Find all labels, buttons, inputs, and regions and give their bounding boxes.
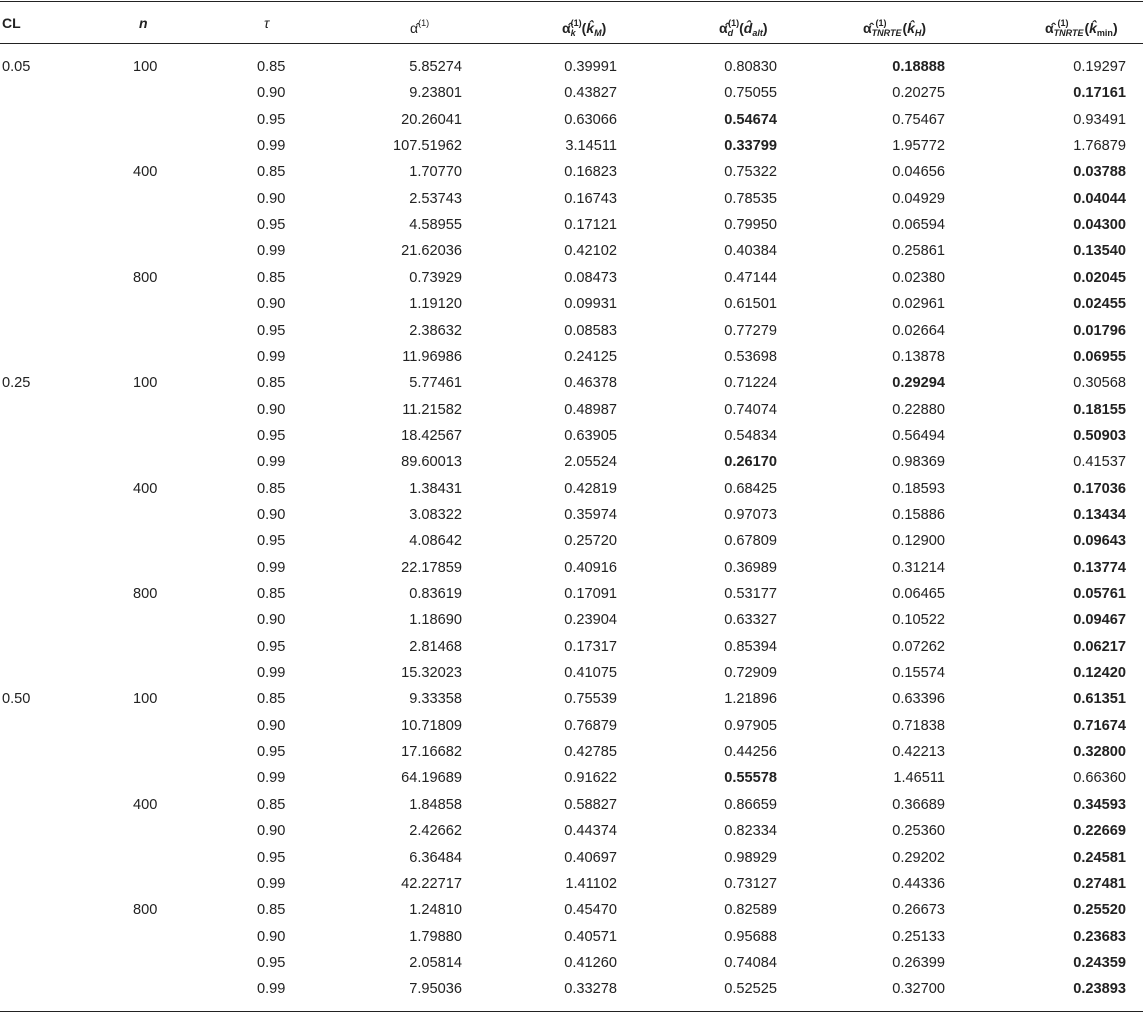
cell-a1: 1.24810: [409, 902, 462, 919]
cell-ak: 0.16743: [564, 190, 617, 207]
cell-ak: 0.08473: [564, 269, 617, 286]
cell-tau: 0.95: [257, 638, 286, 655]
cell-a1: 18.42567: [401, 427, 462, 444]
cell-at: 0.07262: [892, 638, 945, 655]
cell-ad: 0.78535: [724, 190, 777, 207]
cell-a1: 6.36484: [409, 849, 462, 866]
cell-a1: 11.96986: [402, 348, 462, 365]
table-row: [0, 370, 1143, 396]
cell-ak: 0.43827: [564, 85, 617, 102]
cell-tau: 0.90: [257, 506, 286, 523]
header-rule: [0, 43, 1143, 44]
cell-a1: 4.08642: [409, 533, 462, 550]
cell-ad: 0.74074: [724, 401, 777, 418]
table-row: [0, 845, 1143, 871]
cell-at: 0.02380: [892, 269, 945, 286]
cell-ad: 0.54674: [724, 111, 777, 128]
cell-am: 0.09643: [1073, 533, 1126, 550]
table-row: [0, 212, 1143, 238]
cell-am: 0.02455: [1073, 296, 1126, 313]
cell-am: 0.12420: [1073, 665, 1126, 682]
cell-ak: 3.14511: [565, 138, 617, 155]
cell-tau: 0.95: [257, 533, 286, 550]
cell-at: 0.06594: [892, 217, 945, 234]
cell-tau: 0.99: [257, 981, 286, 998]
cell-a1: 2.05814: [409, 954, 462, 971]
cell-tau: 0.85: [257, 269, 286, 286]
cell-tau: 0.90: [257, 85, 286, 102]
cell-tau: 0.99: [257, 454, 286, 471]
cell-ak: 0.40697: [564, 849, 617, 866]
cell-a1: 1.70770: [409, 164, 462, 181]
cell-tau: 0.95: [257, 217, 286, 234]
table-row: [0, 159, 1143, 185]
header-alpha-d: $\alphâ_d^{(1)}(d̂_{alt})$: [719, 18, 768, 38]
cell-at: 0.10522: [892, 612, 945, 629]
bottom-rule: [0, 1011, 1143, 1012]
cell-a1: 1.84858: [409, 796, 462, 813]
cell-am: 0.71674: [1073, 717, 1126, 734]
cell-at: 0.02961: [892, 296, 945, 313]
cell-am: 0.32800: [1073, 744, 1126, 761]
cell-tau: 0.85: [257, 480, 286, 497]
table-row: [0, 792, 1143, 818]
cell-at: 0.18888: [892, 59, 945, 75]
cell-at: 0.29202: [892, 849, 945, 866]
cell-at: 0.20275: [892, 85, 945, 102]
cell-at: 0.26673: [892, 902, 945, 919]
header-cl: CL: [2, 15, 21, 31]
cell-a1: 1.38431: [409, 480, 462, 497]
cell-ad: 0.61501: [724, 296, 777, 313]
table-row: [0, 107, 1143, 133]
cell-n: 400: [133, 164, 158, 181]
cell-am: 0.13540: [1073, 243, 1126, 260]
cell-tau: 0.90: [257, 190, 286, 207]
table-row: [0, 739, 1143, 765]
cell-n: 400: [133, 480, 158, 497]
cell-am: 0.13774: [1073, 559, 1126, 576]
cell-a1: 2.53743: [409, 190, 462, 207]
cell-tau: 0.95: [257, 954, 286, 971]
cell-am: 0.05761: [1073, 586, 1126, 602]
header-alpha-tnrte-min: $\alphâ_{TNRTE}^{(1)}$ $(k̂_{min})$: [1045, 18, 1118, 38]
cell-am: 0.24359: [1073, 954, 1126, 971]
cell-ad: 0.82589: [724, 902, 777, 919]
cell-at: 0.36689: [892, 796, 945, 813]
cell-ad: 0.44256: [724, 744, 777, 761]
cell-a1: 17.16682: [401, 744, 462, 761]
cell-am: 0.23893: [1073, 981, 1126, 998]
table-row: [0, 449, 1143, 475]
table-row: [0, 291, 1143, 317]
cell-tau: 0.99: [257, 559, 286, 576]
cell-at: 0.75467: [892, 111, 945, 128]
cell-am: 0.19297: [1073, 59, 1126, 75]
cell-ak: 0.41075: [564, 665, 617, 682]
cell-ad: 0.98929: [724, 849, 777, 866]
cell-at: 0.12900: [892, 533, 945, 550]
cell-ak: 0.46378: [564, 375, 617, 392]
cell-tau: 0.85: [257, 164, 286, 181]
cell-ak: 0.40571: [564, 928, 617, 945]
cell-at: 0.31214: [892, 559, 945, 576]
cell-tau: 0.90: [257, 928, 286, 945]
cell-a1: 22.17859: [401, 559, 462, 576]
cell-ad: 0.54834: [724, 427, 777, 444]
cell-ak: 0.40916: [564, 559, 617, 576]
cell-a1: 11.21582: [402, 401, 462, 418]
cell-at: 0.56494: [892, 427, 945, 444]
cell-a1: 0.73929: [409, 269, 462, 286]
cell-am: 0.03788: [1073, 164, 1126, 181]
table-row: [0, 765, 1143, 791]
cell-at: 1.95772: [892, 138, 945, 155]
cell-a1: 5.85274: [409, 59, 462, 75]
cell-at: 0.13878: [892, 348, 945, 365]
cell-n: 800: [133, 586, 158, 602]
cell-a1: 89.60013: [401, 454, 462, 471]
cell-at: 0.15574: [892, 665, 945, 682]
table-row: [0, 397, 1143, 423]
table-row: [0, 581, 1143, 607]
cell-ak: 0.44374: [564, 823, 617, 840]
cell-at: 0.44336: [892, 875, 945, 892]
table-row: [0, 555, 1143, 581]
cell-ak: 0.33278: [564, 981, 617, 998]
cell-a1: 3.08322: [409, 506, 462, 523]
table-row: [0, 238, 1143, 264]
cell-ad: 0.53698: [724, 348, 777, 365]
cell-ad: 0.47144: [724, 269, 777, 286]
cell-n: 800: [133, 269, 158, 286]
cell-ak: 0.35974: [564, 506, 617, 523]
cell-am: 0.25520: [1073, 902, 1126, 919]
cell-ak: 0.63066: [564, 111, 617, 128]
cell-tau: 0.95: [257, 111, 286, 128]
cell-am: 0.41537: [1073, 454, 1126, 471]
header-alpha-k: $\alphâ_k^{(1)}(k̂_M)$: [562, 18, 607, 38]
cell-tau: 0.95: [257, 744, 286, 761]
table-row: [0, 502, 1143, 528]
table-row: [0, 686, 1143, 712]
cell-n: 800: [133, 902, 158, 919]
cell-at: 0.29294: [892, 375, 945, 392]
cell-tau: 0.99: [257, 875, 286, 892]
cell-ad: 0.95688: [724, 928, 777, 945]
cell-am: 0.61351: [1073, 691, 1126, 708]
cell-ak: 0.91622: [564, 770, 617, 787]
table-row: [0, 713, 1143, 739]
cell-ad: 0.97073: [724, 506, 777, 523]
cell-at: 0.98369: [892, 454, 945, 471]
header-alpha-tnrte-h: $\alphâ_{TNRTE}^{(1)}$ $(k̂_H)$: [863, 18, 927, 38]
cell-am: 0.09467: [1073, 612, 1126, 629]
cell-a1: 2.42662: [409, 823, 462, 840]
table-row: [0, 871, 1143, 897]
cell-am: 0.66360: [1073, 770, 1126, 787]
cell-ak: 0.25720: [564, 533, 617, 550]
table-row: [0, 344, 1143, 370]
cell-a1: 1.19120: [409, 296, 462, 313]
cell-ad: 0.67809: [724, 533, 777, 550]
table-row: [0, 476, 1143, 502]
cell-a1: 2.81468: [409, 638, 462, 655]
cell-am: 0.01796: [1073, 322, 1126, 339]
cell-am: 0.93491: [1073, 111, 1126, 128]
cell-ad: 1.21896: [724, 691, 777, 708]
cell-ak: 0.17091: [564, 586, 617, 602]
cell-at: 0.04656: [892, 164, 945, 181]
cell-ad: 0.63327: [724, 612, 777, 629]
cell-at: 0.06465: [892, 586, 945, 602]
cell-cl: 0.25: [2, 375, 31, 392]
cell-am: 0.17161: [1073, 85, 1126, 102]
cell-at: 0.26399: [892, 954, 945, 971]
cell-tau: 0.90: [257, 612, 286, 629]
cell-ad: 0.33799: [724, 138, 777, 155]
cell-am: 0.34593: [1073, 796, 1126, 813]
cell-tau: 0.85: [257, 375, 286, 392]
cell-a1: 10.71809: [401, 717, 462, 734]
table-row: [0, 607, 1143, 633]
cell-a1: 2.38632: [409, 322, 462, 339]
cell-ad: 0.75055: [724, 85, 777, 102]
cell-tau: 0.90: [257, 296, 286, 313]
cell-a1: 1.18690: [409, 612, 462, 629]
cell-n: 100: [133, 59, 158, 75]
cell-ak: 0.16823: [564, 164, 617, 181]
cell-ad: 0.74084: [724, 954, 777, 971]
cell-a1: 0.83619: [409, 586, 462, 602]
cell-ak: 0.75539: [564, 691, 617, 708]
cell-at: 0.63396: [892, 691, 945, 708]
cell-ak: 0.42102: [564, 243, 617, 260]
cell-a1: 107.51962: [393, 138, 462, 155]
table-row: [0, 80, 1143, 106]
cell-cl: 0.50: [2, 691, 31, 708]
cell-ak: 0.41260: [564, 954, 617, 971]
cell-ak: 0.17121: [564, 217, 617, 234]
cell-a1: 4.58955: [409, 217, 462, 234]
cell-tau: 0.85: [257, 796, 286, 813]
cell-ad: 0.68425: [724, 480, 777, 497]
cell-ak: 0.39991: [564, 59, 617, 75]
cell-am: 0.04300: [1073, 217, 1126, 234]
table-row: [0, 924, 1143, 950]
cell-am: 1.76879: [1073, 138, 1126, 155]
table-row: [0, 634, 1143, 660]
cell-a1: 15.32023: [401, 665, 462, 682]
cell-am: 0.06955: [1073, 348, 1126, 365]
cell-ad: 0.71224: [724, 375, 777, 392]
cell-ak: 0.63905: [564, 427, 617, 444]
cell-am: 0.27481: [1073, 875, 1126, 892]
cell-a1: 7.95036: [409, 981, 462, 998]
cell-ak: 2.05524: [564, 454, 617, 471]
cell-ad: 0.53177: [724, 586, 777, 602]
cell-tau: 0.90: [257, 401, 286, 418]
cell-ad: 0.40384: [724, 243, 777, 260]
cell-tau: 0.99: [257, 243, 286, 260]
cell-a1: 64.19689: [401, 770, 462, 787]
table-row: [0, 528, 1143, 554]
cell-n: 400: [133, 796, 158, 813]
table-row: [0, 818, 1143, 844]
cell-at: 0.25861: [892, 243, 945, 260]
cell-at: 0.15886: [892, 506, 945, 523]
cell-ad: 0.26170: [724, 454, 777, 471]
table-row: [0, 265, 1143, 291]
cell-am: 0.22669: [1073, 823, 1126, 840]
cell-at: 0.02664: [892, 322, 945, 339]
cell-am: 0.17036: [1073, 480, 1126, 497]
cell-ak: 1.41102: [565, 875, 617, 892]
cell-ak: 0.23904: [564, 612, 617, 629]
cell-tau: 0.85: [257, 586, 286, 602]
cell-ak: 0.24125: [564, 348, 617, 365]
cell-tau: 0.90: [257, 823, 286, 840]
cell-ad: 0.55578: [724, 770, 777, 787]
cell-cl: 0.05: [2, 59, 31, 75]
cell-am: 0.06217: [1073, 638, 1126, 655]
table-row: [0, 318, 1143, 344]
table-row: [0, 186, 1143, 212]
cell-ak: 0.42819: [564, 480, 617, 497]
cell-ak: 0.08583: [564, 322, 617, 339]
cell-tau: 0.99: [257, 665, 286, 682]
table-row: [0, 54, 1143, 80]
cell-at: 0.32700: [892, 981, 945, 998]
cell-n: 100: [133, 375, 158, 392]
cell-tau: 0.99: [257, 138, 286, 155]
cell-ad: 0.82334: [724, 823, 777, 840]
cell-ad: 0.97905: [724, 717, 777, 734]
header-alpha-1: α̂$^{(1)}$: [410, 18, 430, 36]
cell-ad: 0.72909: [724, 665, 777, 682]
cell-ak: 0.45470: [564, 902, 617, 919]
cell-ad: 0.77279: [724, 322, 777, 339]
cell-tau: 0.95: [257, 427, 286, 444]
cell-n: 100: [133, 691, 158, 708]
cell-tau: 0.99: [257, 770, 286, 787]
table-row: [0, 133, 1143, 159]
cell-ad: 0.86659: [724, 796, 777, 813]
cell-at: 0.42213: [892, 744, 945, 761]
cell-at: 0.04929: [892, 190, 945, 207]
cell-a1: 9.23801: [409, 85, 462, 102]
cell-at: 0.22880: [892, 401, 945, 418]
cell-ak: 0.76879: [564, 717, 617, 734]
cell-ad: 0.85394: [724, 638, 777, 655]
cell-am: 0.04044: [1073, 190, 1126, 207]
cell-am: 0.23683: [1073, 928, 1126, 945]
cell-ad: 0.73127: [724, 875, 777, 892]
cell-am: 0.50903: [1073, 427, 1126, 444]
cell-tau: 0.95: [257, 322, 286, 339]
cell-ad: 0.80830: [724, 59, 777, 75]
cell-at: 1.46511: [893, 770, 945, 787]
cell-ad: 0.52525: [724, 981, 777, 998]
cell-ad: 0.75322: [724, 164, 777, 181]
cell-ad: 0.36989: [724, 559, 777, 576]
table-row: [0, 950, 1143, 976]
cell-am: 0.18155: [1073, 401, 1126, 418]
cell-a1: 21.62036: [401, 243, 462, 260]
cell-ak: 0.42785: [564, 744, 617, 761]
table-row: [0, 897, 1143, 923]
cell-ak: 0.09931: [564, 296, 617, 313]
cell-ak: 0.17317: [564, 638, 617, 655]
cell-ad: 0.79950: [724, 217, 777, 234]
cell-at: 0.71838: [892, 717, 945, 734]
cell-at: 0.18593: [892, 480, 945, 497]
table-row: [0, 423, 1143, 449]
cell-a1: 42.22717: [401, 875, 462, 892]
table-header: [0, 0, 1143, 44]
cell-at: 0.25133: [892, 928, 945, 945]
header-n: n: [139, 15, 148, 31]
cell-ak: 0.58827: [564, 796, 617, 813]
table-row: [0, 976, 1143, 1002]
cell-a1: 20.26041: [401, 111, 462, 128]
cell-am: 0.30568: [1073, 375, 1126, 392]
cell-tau: 0.90: [257, 717, 286, 734]
header-tau: τ: [264, 15, 270, 31]
cell-tau: 0.99: [257, 348, 286, 365]
cell-at: 0.25360: [892, 823, 945, 840]
cell-tau: 0.95: [257, 849, 286, 866]
cell-am: 0.02045: [1073, 269, 1126, 286]
table-row: [0, 660, 1143, 686]
cell-a1: 5.77461: [409, 375, 462, 392]
cell-a1: 9.33358: [409, 691, 462, 708]
cell-am: 0.24581: [1073, 849, 1126, 866]
cell-tau: 0.85: [257, 902, 286, 919]
cell-a1: 1.79880: [409, 928, 462, 945]
cell-ak: 0.48987: [564, 401, 617, 418]
cell-am: 0.13434: [1073, 506, 1126, 523]
cell-tau: 0.85: [257, 691, 286, 708]
cell-tau: 0.85: [257, 59, 286, 75]
